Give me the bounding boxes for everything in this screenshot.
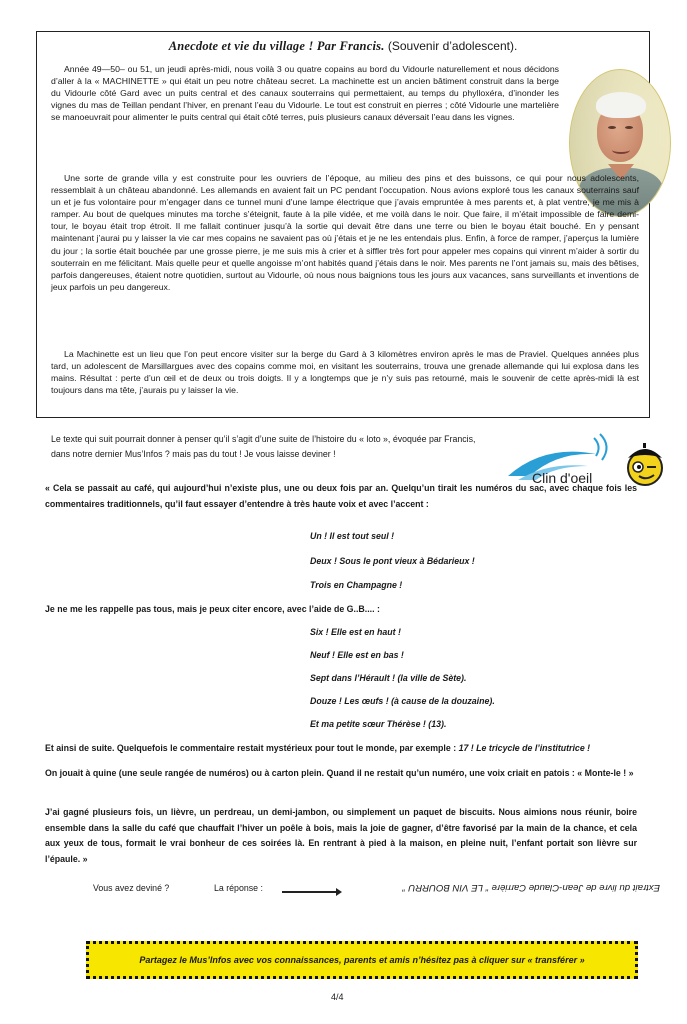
anecdote-title — [37, 39, 649, 54]
intro-text: Le texte qui suit pourrait donner à penser qu’il s’agit d’une suite de l’histoire du « loto », évoquée par Francis, dans notre dernier Mus’Infos ? mais pas du tout ! Je vous laisse deviner ! — [51, 434, 476, 459]
loto-call: Trois en Champagne ! — [310, 580, 403, 590]
share-banner-text: Partagez le Mus’Infos avec vos connaissances, parents et amis n’hésitez pas à cliquer sur « transférer » — [139, 955, 585, 965]
anecdote-paragraph-3: La Machinette est un lieu que l’on peut encore visiter sur la berge du Gard à 3 kilomètres environ après le mas de Praviel. Quelques années plus tard, un adolescent de Marsillargues avec des copains comme moi, en visitant les souterrains, trouva une grenade allemande qui lui explosa dans les mains. Résultat : perte d’un œil et de deux ou trois doigts. Il y a longtemps que je n’y suis pas retourné, mais le souvenir de cette après-midi là est toujours dans ma tête, j’aurais pu y laisser la vie. — [51, 349, 639, 396]
quote-paragraph-4: On jouait à quine (une seule rangée de numéros) ou à carton plein. Quand il ne restait qu’un numéro, une voix criait en patois : « Monte-le ! » — [45, 768, 634, 778]
guess-question: Vous avez deviné ? — [93, 883, 170, 893]
share-banner — [86, 941, 638, 979]
upside-down-answer: Extrait du livre de Jean-Claude Carrière “ LE VIN BOURRU ” — [402, 882, 660, 893]
loto-call: Six ! Elle est en haut ! — [310, 627, 401, 637]
quote-3-example: 17 ! Le tricycle de l’institutrice ! — [458, 743, 591, 753]
quote-paragraph-5: J’ai gagné plusieurs fois, un lièvre, un perdreau, un demi-jambon, ou simplement un paquet de biscuits. Nous aimions nous réunir, boire ensemble dans la salle du café que chauffait l’hiver un poêle à bois, mais la joie de gagner, d’être favorisé par la main de la chance, et cela aux yeux de tous, formait le vrai bonheur de ces soirées là. En rentrant à pied à la maison, en pleine nuit, l’enfant portait son lièvre sur l’épaule. » — [45, 807, 637, 864]
loto-call: Deux ! Sous le pont vieux à Bédarieux ! — [310, 556, 475, 566]
quote-paragraph-1: « Cela se passait au café, qui aujourd’hui n’existe plus, une ou deux fois par an. Quelqu’un tirait les numéros du sac, avec chaque fois les commentaires traditionnels, qu’il faut essayer d’entendre à très haute voix et avec l’accent : — [45, 483, 637, 509]
anecdote-title-fancy: Anecdote et vie du village ! Par Francis. — [168, 39, 385, 53]
anecdote-box — [36, 31, 650, 418]
loto-call: Douze ! Les œufs ! (à cause de la douzaine). — [310, 696, 495, 706]
quote-paragraph-3 — [45, 741, 637, 757]
anecdote-title-rest: (Souvenir d’adolescent). — [387, 39, 518, 53]
clin-doeil-label: Clin d'oeil — [532, 470, 593, 486]
answer-label: La réponse : — [214, 883, 263, 893]
loto-call: Neuf ! Elle est en bas ! — [310, 650, 404, 660]
page-number: 4/4 — [331, 992, 344, 1002]
quote-paragraph-2: Je ne me les rappelle pas tous, mais je peux citer encore, avec l’aide de G..B.... : — [45, 604, 380, 614]
anecdote-paragraph-2: Une sorte de grande villa y est construite pour les ouvriers de l’époque, au milieu des pins et des buissons, ce qui pour nous adolescents, ressemblait à un château abandonné. Les allemands en avaient fait un PC pendant l’occupation. Nous avions exploré tous les canaux souterrains sauf un et je fus volontaire pour m’engager dans ce tunnel muni d’une lampe électrique que j’avais empruntée à mes parents et, à plat ventre, je me mis à ramper. Au bout de quelques minutes ma torche s’éteignit, faute à la pile vidée, et me voilà dans le noir. Que faire, il m’était impossible de faire demi-tour, le boyau était trop étroit. Il me fallait continuer jusqu’à la sortie qui devait être dans une terre ou bien le boyau était bouché. En y pensant maintenant j’aurai pu y laisser la vie car mes copains ne savaient pas où j’étais et je ne les entendais plus. Enfin, à force de ramper, j’aperçus la lumière du jour ; la sortie était bouchée par une grosse pierre, je me suis mis à crier et à siffler très fort pour appeler mes copains qui vinrent m’aider à sortir du souterrain en me félicitant. Mais quelle peur et quelle angoisse m’ont habités quand j’étais dans le noir. Mes parents ne l’ont jamais su, mais des bêtises, parfois dangereuses, étaient notre quotidien, surtout au Vidourle, où nous nous baignions tous les jours aux vacances, sans surveillants et inventions de jeux parfois un peu dangereux. — [51, 173, 639, 292]
anecdote-paragraph-1: Année 49—50– ou 51, un jeudi après-midi, nous voilà 3 ou quatre copains au bord du Vidourle naturellement et nous décidons d’aller à la « MACHINETTE » qui était un peu notre château secret. La machinette est un ancien bâtiment construit dans la berge du Vidourle côté Gard avec un puits central et des canaux souterrains qui permettaient, au temps du phylloxéra, d’inonder les vignes du mas de Teillan pendant l’hiver, en prenant l’eau du Vidourle. Le tout est construit en pierres ; côté Vidourle une martelière se manoeuvrait pour alimenter le puits central qui était côté terres, puis plusieurs canaux déversait l’eau dans les vignes. — [51, 64, 559, 123]
right-arrow-icon — [282, 891, 338, 893]
loto-call: Sept dans l’Hérault ! (la ville de Sète). — [310, 673, 467, 683]
loto-call: Et ma petite sœur Thérèse ! (13). — [310, 719, 447, 729]
loto-call: Un ! Il est tout seul ! — [310, 531, 395, 541]
quote-3-text: Et ainsi de suite. Quelquefois le commentaire restait mystérieux pour tout le monde, par exemple : — [45, 743, 457, 753]
